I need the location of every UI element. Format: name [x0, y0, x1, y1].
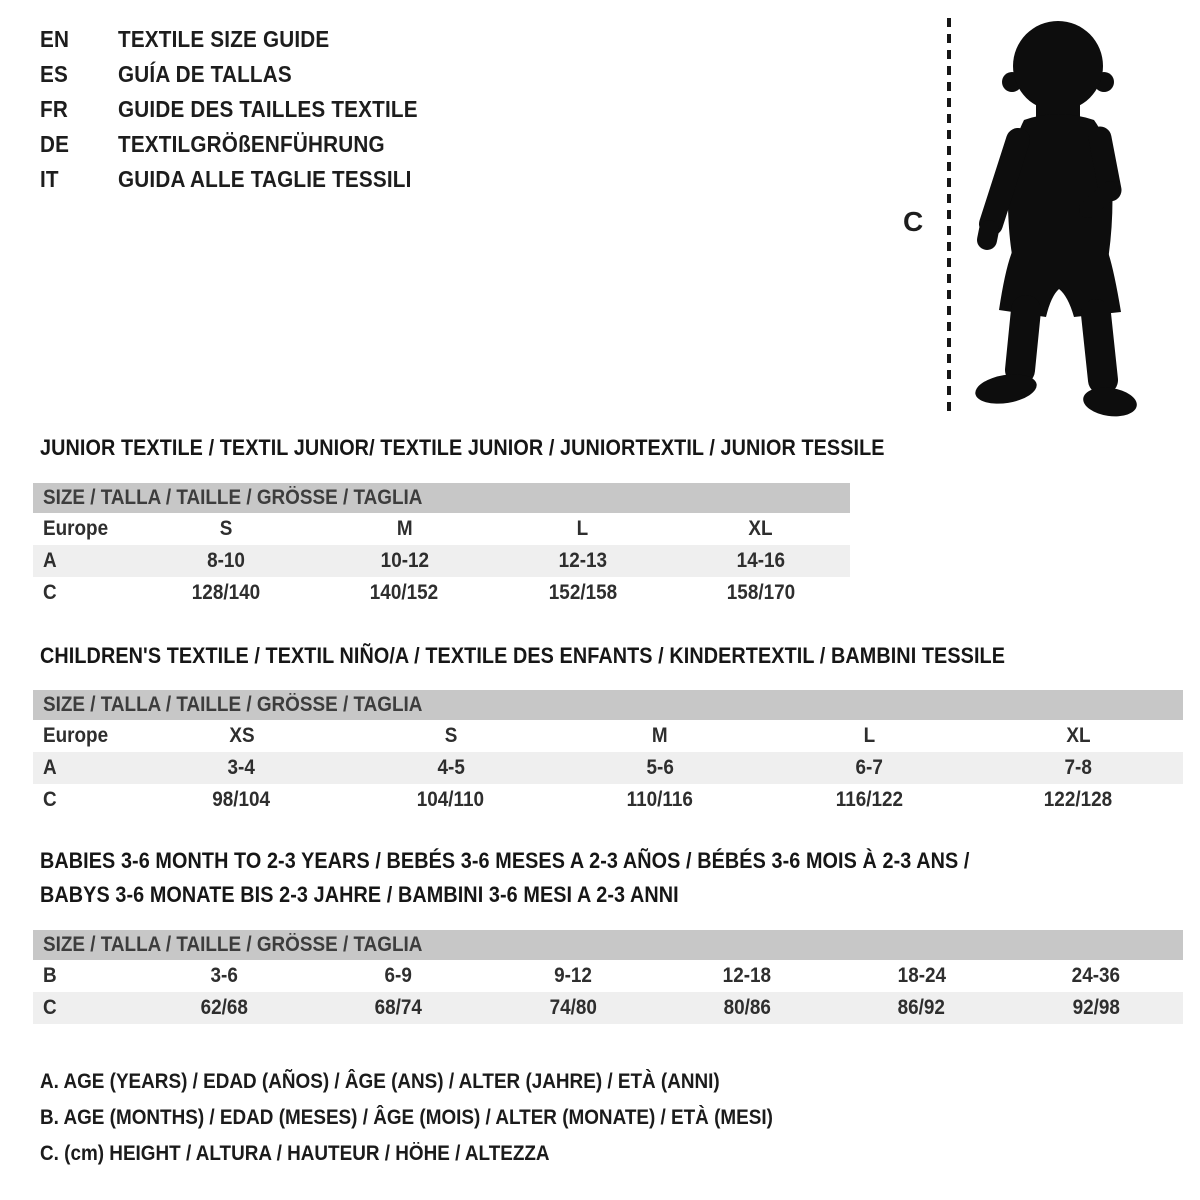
language-code-text: FR	[40, 96, 68, 122]
table-value-cell	[137, 724, 346, 748]
table-value-cell	[1009, 996, 1183, 1020]
row-label-cell	[33, 549, 137, 573]
table-value-cell	[137, 788, 346, 812]
row-label-cell	[33, 581, 137, 605]
junior-section-heading	[40, 435, 978, 461]
row-label-cell	[33, 517, 137, 541]
babies-size-table	[33, 930, 1183, 1024]
guide-title-it: GUIDA ALLE TAGLIE TESSILI	[118, 166, 412, 192]
cell-text: 6-7	[855, 756, 883, 779]
cell-text: XS	[228, 724, 255, 747]
table-value-cell	[137, 964, 311, 988]
language-title-block	[40, 22, 451, 197]
table-value-cell	[137, 581, 315, 605]
guide-title-fr: GUIDE DES TAILLES TEXTILE	[118, 96, 418, 122]
height-measure-dashed-line	[947, 18, 951, 416]
table-value-cell	[672, 517, 850, 541]
cell-text: 24-36	[1071, 964, 1120, 987]
table-value-cell	[315, 549, 493, 573]
cell-text: L	[576, 517, 589, 540]
table-value-cell	[137, 549, 315, 573]
row-label-cell	[33, 996, 137, 1020]
table-value-cell	[311, 996, 485, 1020]
language-code-text: IT	[40, 166, 59, 192]
table-row	[33, 992, 1183, 1024]
cell-text: 12-13	[558, 549, 607, 572]
table-value-cell	[660, 964, 834, 988]
table-value-cell	[834, 964, 1008, 988]
footnote-age-years	[40, 1070, 795, 1094]
cell-text: 110/116	[626, 788, 694, 811]
footnote-text: A. AGE (YEARS) / EDAD (AÑOS) / ÂGE (ANS) / ALTER (JAHRE) / ETÀ (ANNI)	[40, 1070, 720, 1093]
cell-text: 5-6	[646, 756, 674, 779]
height-measure-label: C	[903, 206, 924, 237]
table-value-cell	[1009, 964, 1183, 988]
cell-text: 4-5	[437, 756, 465, 779]
cell-text: 140/152	[370, 581, 439, 604]
cell-text: 80/86	[723, 996, 771, 1019]
row-label-cell	[33, 964, 137, 988]
cell-text: 18-24	[897, 964, 946, 987]
table-value-cell	[672, 549, 850, 573]
cell-text: M	[652, 724, 668, 747]
table-size-header	[33, 930, 1183, 960]
cell-text: SIZE / TALLA / TAILLE / GRÖSSE / TAGLIA	[43, 693, 423, 716]
babies-heading-text-line1: BABIES 3-6 MONTH TO 2-3 YEARS / BEBÉS 3-6 MESES A 2-3 AÑOS / BÉBÉS 3-6 MOIS À 2-3 ANS /	[40, 848, 970, 873]
table-value-cell	[494, 517, 672, 541]
cell-text: 74/80	[549, 996, 597, 1019]
cell-text: M	[396, 517, 413, 540]
table-value-cell	[137, 756, 346, 780]
table-value-cell	[315, 581, 493, 605]
language-code-text: DE	[40, 131, 70, 157]
table-value-cell	[311, 964, 485, 988]
language-row-it	[40, 162, 451, 197]
cell-text: SIZE / TALLA / TAILLE / GRÖSSE / TAGLIA	[43, 933, 423, 956]
cell-text: 3-6	[210, 964, 238, 987]
junior-heading-text: JUNIOR TEXTILE / TEXTIL JUNIOR/ TEXTILE JUNIOR / JUNIORTEXTIL / JUNIOR TESSILE	[40, 435, 885, 460]
table-value-cell	[974, 724, 1183, 748]
table-row	[33, 752, 1183, 784]
table-row	[33, 513, 850, 545]
table-size-header	[33, 690, 1183, 720]
row-label-cell	[33, 724, 137, 748]
cell-text: 10-12	[380, 549, 429, 572]
table-size-header	[33, 483, 850, 513]
cell-text: 128/140	[191, 581, 261, 604]
table-value-cell	[765, 756, 974, 780]
cell-text: 158/170	[726, 581, 796, 604]
cell-text: 3-4	[227, 756, 256, 779]
cell-text: 116/122	[835, 788, 903, 811]
row-label-cell	[33, 788, 137, 812]
cell-text: XL	[748, 517, 773, 540]
cell-text: 104/110	[417, 788, 485, 811]
cell-text: S	[444, 724, 458, 747]
cell-text: 62/68	[200, 996, 248, 1019]
cell-text: 6-9	[384, 964, 413, 987]
table-value-cell	[315, 517, 493, 541]
cell-text: 122/128	[1044, 788, 1113, 811]
cell-text: SIZE / TALLA / TAILLE / GRÖSSE / TAGLIA	[43, 486, 423, 509]
table-value-cell	[137, 517, 315, 541]
language-code	[40, 26, 118, 53]
cell-text: C	[43, 581, 57, 604]
guide-title-de: TEXTILGRÖßENFÜHRUNG	[118, 131, 385, 157]
row-label-cell	[33, 756, 137, 780]
table-row	[33, 545, 850, 577]
table-value-cell	[346, 756, 555, 780]
language-row-en	[40, 22, 451, 57]
guide-title-es: GUÍA DE TALLAS	[118, 61, 292, 87]
cell-text: 86/92	[897, 996, 946, 1019]
table-value-cell	[974, 756, 1183, 780]
cell-text: Europe	[43, 517, 109, 540]
table-row	[33, 960, 1183, 992]
baby-silhouette-image	[962, 18, 1148, 420]
table-value-cell	[137, 996, 311, 1020]
table-value-cell	[346, 724, 555, 748]
cell-text: 68/74	[374, 996, 423, 1019]
cell-text: S	[219, 517, 233, 540]
cell-text: 92/98	[1072, 996, 1120, 1019]
children-size-table	[33, 690, 1183, 816]
cell-text: C	[43, 996, 57, 1019]
table-value-cell	[555, 788, 764, 812]
children-section-heading	[40, 643, 1112, 669]
language-code	[40, 131, 118, 158]
cell-text: 152/158	[548, 581, 617, 604]
cell-text: XL	[1066, 724, 1091, 747]
babies-heading-text-line2: BABYS 3-6 MONATE BIS 2-3 JAHRE / BAMBINI 3-6 MESI A 2-3 ANNI	[40, 882, 679, 907]
table-row	[33, 577, 850, 609]
cell-text: 8-10	[207, 549, 246, 572]
language-row-es	[40, 57, 451, 92]
cell-text: 14-16	[736, 549, 786, 572]
guide-title-en: TEXTILE SIZE GUIDE	[118, 26, 330, 52]
footnote-text: B. AGE (MONTHS) / EDAD (MESES) / ÂGE (MOIS) / ALTER (MONATE) / ETÀ (MESI)	[40, 1106, 773, 1129]
table-value-cell	[765, 724, 974, 748]
junior-size-table	[33, 483, 850, 609]
language-code-text: ES	[40, 61, 68, 87]
language-code-text: EN	[40, 26, 70, 52]
table-value-cell	[660, 996, 834, 1020]
cell-text: Europe	[43, 724, 109, 747]
table-value-cell	[765, 788, 974, 812]
cell-text: 9-12	[553, 964, 592, 987]
cell-text: L	[863, 724, 875, 747]
table-value-cell	[494, 549, 672, 573]
footnote-height-cm	[40, 1142, 606, 1166]
table-value-cell	[494, 581, 672, 605]
table-row	[33, 720, 1183, 752]
language-row-fr	[40, 92, 451, 127]
table-value-cell	[346, 788, 555, 812]
children-heading-text: CHILDREN'S TEXTILE / TEXTIL NIÑO/A / TEXTILE DES ENFANTS / KINDERTEXTIL / BAMBINI TESSILE	[40, 643, 1006, 668]
cell-text: C	[43, 788, 57, 811]
table-value-cell	[834, 996, 1008, 1020]
language-code	[40, 96, 118, 123]
table-value-cell	[974, 788, 1183, 812]
cell-text: B	[43, 964, 57, 987]
table-value-cell	[555, 756, 764, 780]
babies-section-heading-line1	[40, 848, 1073, 874]
language-code	[40, 61, 118, 88]
cell-text: A	[43, 549, 57, 572]
language-code	[40, 166, 118, 193]
language-row-de	[40, 127, 451, 162]
table-value-cell	[486, 964, 660, 988]
footnote-text: C. (cm) HEIGHT / ALTURA / HAUTEUR / HÖHE / ALTEZZA	[40, 1142, 550, 1165]
cell-text: 12-18	[722, 964, 772, 987]
footnote-age-months	[40, 1106, 854, 1130]
table-value-cell	[486, 996, 660, 1020]
table-value-cell	[672, 581, 850, 605]
table-row	[33, 784, 1183, 816]
cell-text: 7-8	[1064, 756, 1093, 779]
cell-text: 98/104	[212, 788, 271, 811]
cell-text: A	[43, 756, 57, 779]
table-value-cell	[555, 724, 764, 748]
babies-section-heading-line2	[40, 882, 750, 908]
